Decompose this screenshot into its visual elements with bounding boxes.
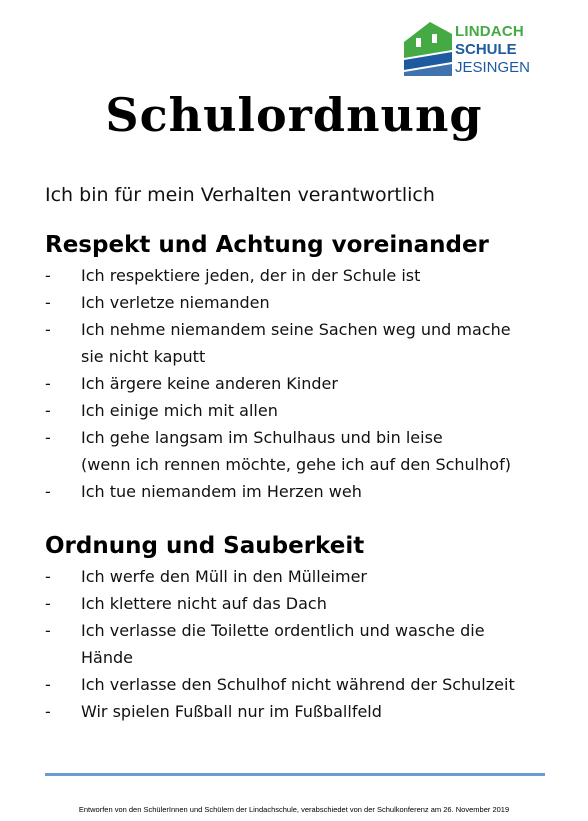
subtitle: Ich bin für mein Verhalten verantwortlich (45, 184, 435, 206)
list-item (45, 617, 545, 671)
list-item-text: Hände (81, 648, 133, 667)
list-item (45, 370, 545, 397)
list-item-text: Ich klettere nicht auf das Dach (81, 594, 327, 613)
dash-bullet: - (45, 401, 51, 420)
school-house-icon (402, 20, 452, 78)
logo-text (455, 24, 530, 75)
list-item-text: Ich werfe den Müll in den Mülleimer (81, 567, 367, 586)
rule-list (45, 563, 545, 725)
list-item-text: Ich verletze niemanden (81, 293, 270, 312)
school-logo (402, 20, 552, 80)
list-item-text: sie nicht kaputt (81, 347, 206, 366)
list-item-text: Ich einige mich mit allen (81, 401, 278, 420)
dash-bullet: - (45, 320, 51, 339)
dash-bullet: - (45, 266, 51, 285)
section-respect (45, 232, 545, 505)
dash-bullet: - (45, 567, 51, 586)
dash-bullet: - (45, 482, 51, 501)
divider-line (45, 773, 545, 776)
section-heading: Ordnung und Sauberkeit (45, 533, 365, 559)
footer-text: Entworfen von den SchülerInnen und Schülern der Lindachschule, verabschiedet von der Schulkonferenz am 26. November 2019 (78, 805, 510, 814)
dash-bullet: - (45, 702, 51, 721)
page-title: Schulordnung (105, 88, 483, 142)
list-item (45, 262, 545, 289)
dash-bullet: - (45, 293, 51, 312)
dash-bullet: - (45, 374, 51, 393)
list-item (45, 590, 545, 617)
section-order (45, 533, 545, 725)
list-item (45, 424, 545, 478)
list-item (45, 478, 545, 505)
list-item-text: Ich verlasse die Toilette ordentlich und wasche die (81, 621, 485, 640)
list-item-text: Ich nehme niemandem seine Sachen weg und mache (81, 320, 511, 339)
section-heading: Respekt und Achtung voreinander (45, 232, 489, 258)
logo-line-1: LINDACH (455, 23, 524, 40)
list-item-text: (wenn ich rennen möchte, gehe ich auf den Schulhof) (81, 455, 511, 474)
list-item-text: Ich verlasse den Schulhof nicht während der Schulzeit (81, 675, 515, 694)
list-item-text: Ich tue niemandem im Herzen weh (81, 482, 362, 501)
list-item (45, 316, 545, 370)
dash-bullet: - (45, 621, 51, 640)
list-item-text: Wir spielen Fußball nur im Fußballfeld (81, 702, 382, 721)
list-item (45, 698, 545, 725)
dash-bullet: - (45, 594, 51, 613)
list-item-text: Ich respektiere jeden, der in der Schule ist (81, 266, 421, 285)
rule-list (45, 262, 545, 505)
list-item-text: Ich ärgere keine anderen Kinder (81, 374, 338, 393)
list-item (45, 671, 545, 698)
logo-line-2: SCHULE (455, 41, 517, 58)
list-item (45, 289, 545, 316)
dash-bullet: - (45, 675, 51, 694)
logo-line-3: JESINGEN (455, 59, 531, 76)
list-item (45, 563, 545, 590)
list-item-text: Ich gehe langsam im Schulhaus und bin leise (81, 428, 443, 447)
dash-bullet: - (45, 428, 51, 447)
list-item (45, 397, 545, 424)
